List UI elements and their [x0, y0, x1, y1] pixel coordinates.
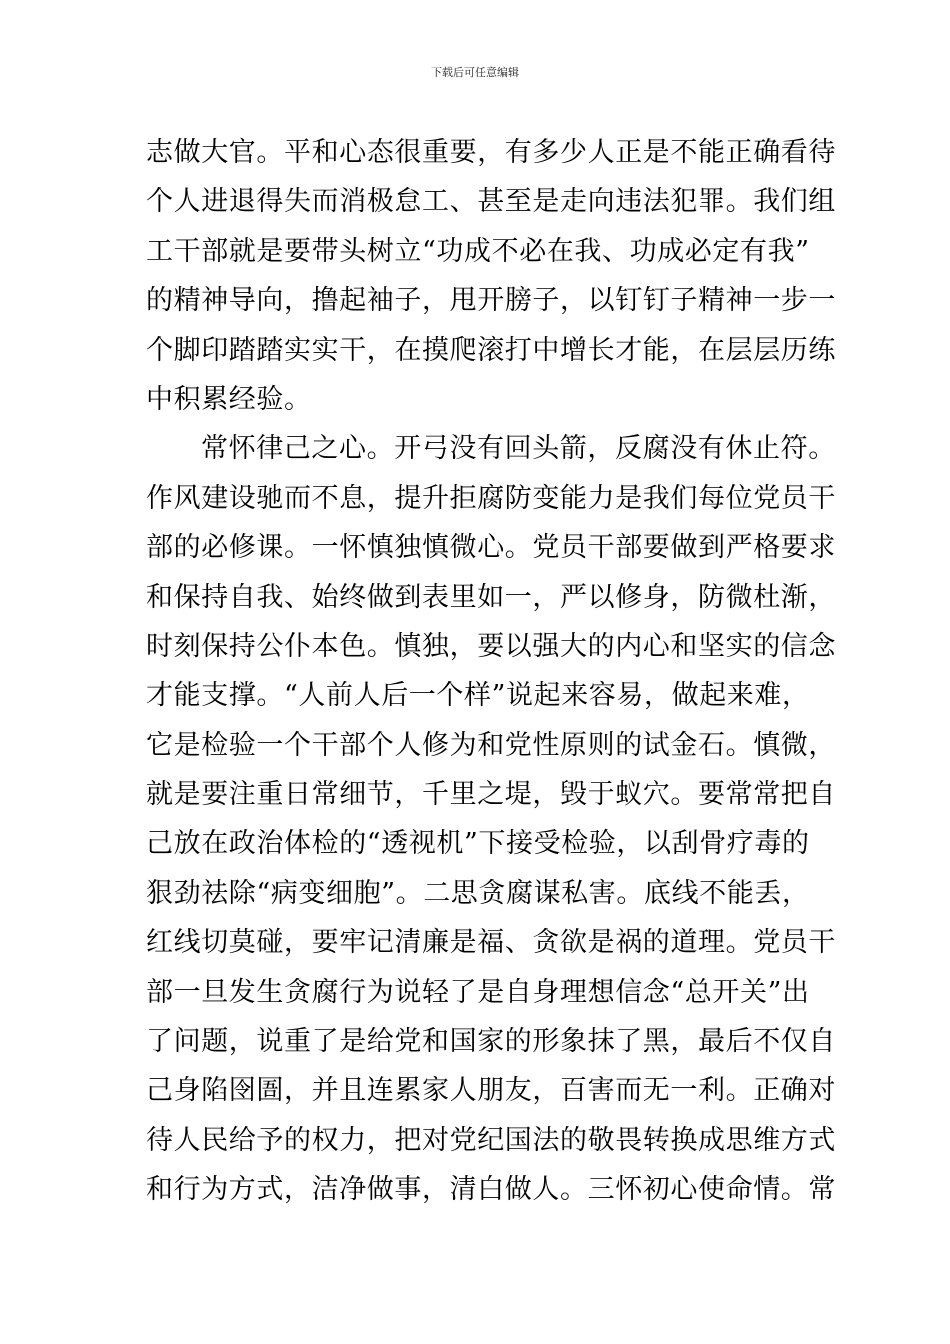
- text-line: 就是要注重日常细节，千里之堤，毁于蚁穴。要常常把自: [146, 779, 836, 811]
- header-note: 下载后可任意编辑: [431, 66, 519, 79]
- text-line: 狠劲祛除“病变细胞”。二思贪腐谋私害。底线不能丢，: [146, 877, 810, 909]
- text-line: 时刻保持公仆本色。慎独，要以强大的内心和坚实的信念: [146, 630, 836, 662]
- text-line: 和保持自我、始终做到表里如一，严以修身，防微杜渐，: [146, 581, 836, 613]
- text-line: 待人民给予的权力，把对党纪国法的敬畏转换成思维方式: [146, 1124, 836, 1156]
- text-line: 的精神导向，撸起袖子，甩开膀子，以钉钉子精神一步一: [146, 285, 836, 317]
- text-line: 常怀律己之心。开弓没有回头箭，反腐没有休止符。: [201, 433, 836, 465]
- text-line: 工干部就是要带头树立“功成不必在我、功成必定有我”: [146, 235, 810, 267]
- text-line: 它是检验一个干部个人修为和党性原则的试金石。慎微，: [146, 729, 836, 761]
- paragraph-1: [146, 128, 836, 424]
- text-line: 部的必修课。一怀慎独慎微心。党员干部要做到严格要求: [146, 532, 836, 564]
- text-line: 志做大官。平和心态很重要，有多少人正是不能正确看待: [146, 137, 836, 168]
- paragraph-2: [146, 424, 836, 1214]
- text-line: 才能支撑。“人前人后一个样”说起来容易，做起来难，: [146, 680, 810, 712]
- text-line: 部一旦发生贪腐行为说轻了是自身理想信念“总开关”出: [146, 976, 810, 1008]
- document-body: [146, 128, 836, 1215]
- text-line: 己身陷囹圄，并且连累家人朋友，百害而无一利。正确对: [146, 1075, 836, 1107]
- text-line: 红线切莫碰，要牢记清廉是福、贪欲是祸的道理。党员干: [146, 927, 836, 959]
- text-line: 个脚印踏踏实实干，在摸爬滚打中增长才能，在层层历练: [146, 334, 836, 366]
- text-line: 个人进退得失而消极怠工、甚至是走向违法犯罪。我们组: [146, 186, 836, 218]
- text-line: 己放在政治体检的“透视机”下接受检验，以刮骨疗毒的: [146, 828, 810, 860]
- text-line: 和行为方式，洁净做事，清白做人。三怀初心使命情。常: [146, 1174, 836, 1206]
- text-line: 中积累经验。: [146, 383, 312, 415]
- text-line: 作风建设驰而不息，提升拒腐防变能力是我们每位党员干: [146, 482, 836, 514]
- text-line: 了问题，说重了是给党和国家的形象抹了黑，最后不仅自: [146, 1026, 836, 1058]
